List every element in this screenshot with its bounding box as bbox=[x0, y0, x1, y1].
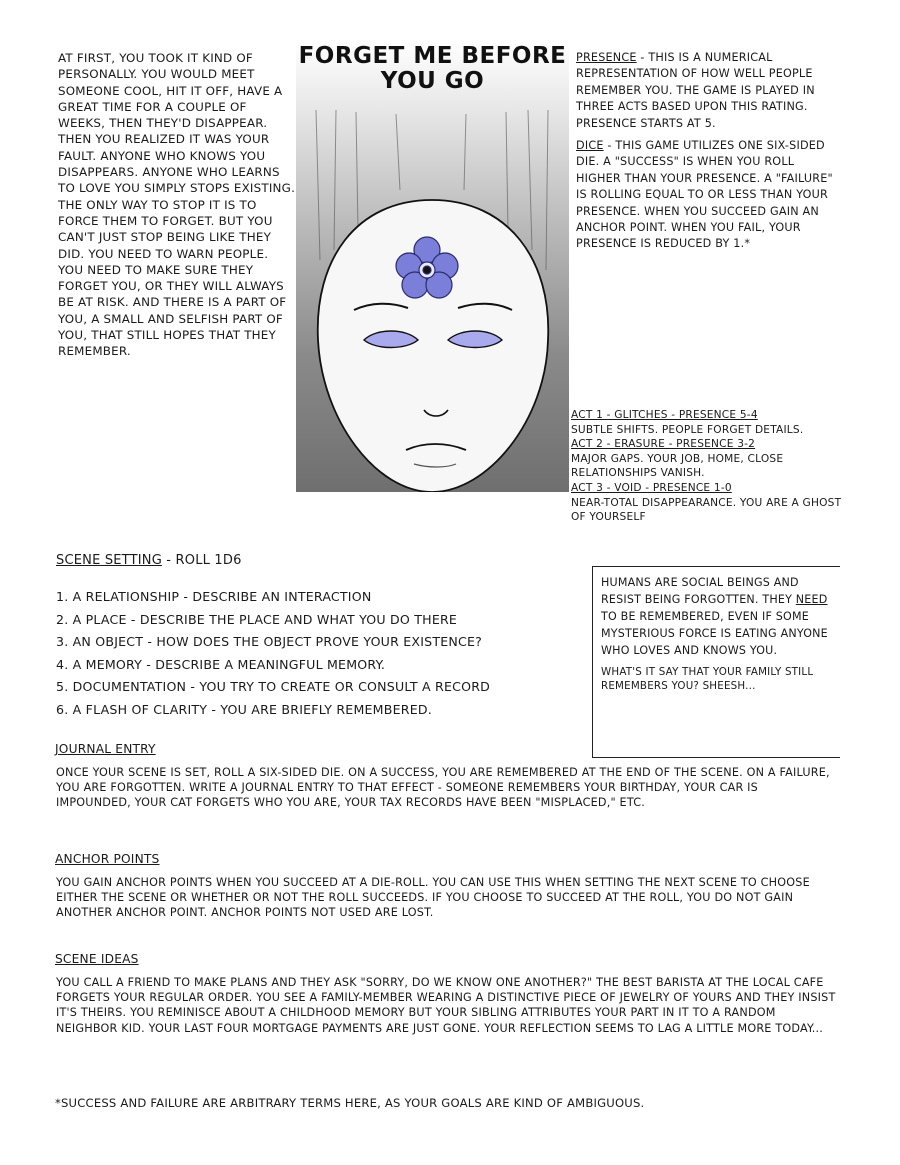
presence-rule bbox=[576, 50, 838, 132]
scene-setting-roll: - ROLL 1D6 bbox=[161, 553, 242, 568]
act-label: ACT 1 - GLITCHES - PRESENCE 5-4 bbox=[571, 409, 758, 421]
title-line-1: FORGET ME BEFORE bbox=[298, 43, 567, 69]
presence-term: PRESENCE bbox=[576, 51, 637, 64]
presence-text: - THIS IS A NUMERICAL REPRESENTATION OF HOW WELL PEOPLE REMEMBER YOU. THE GAME IS PLAYED IN THREE ACTS BASED UPON THIS RATING. PRESENCE STARTS AT 5. bbox=[576, 51, 815, 130]
sidebar-box-post: TO BE REMEMBERED, EVEN IF SOME MYSTERIOUS FORCE IS EATING ANYONE WHO LOVES AND KNOWS YOU. bbox=[601, 610, 828, 657]
sidebar-box-pre: HUMANS ARE SOCIAL BEINGS AND RESIST BEING FORGOTTEN. THEY bbox=[601, 576, 799, 606]
scene-item: 5. DOCUMENTATION - YOU TRY TO CREATE OR CONSULT A RECORD bbox=[56, 679, 491, 695]
act-1 bbox=[571, 408, 843, 437]
scene-item: 2. A PLACE - DESCRIBE THE PLACE AND WHAT YOU DO THERE bbox=[56, 611, 458, 627]
act-label: ACT 2 - ERASURE - PRESENCE 3-2 bbox=[571, 438, 756, 451]
anchor-text: YOU GAIN ANCHOR POINTS WHEN YOU SUCCEED AT A DIE-ROLL. YOU CAN USE THIS WHEN SETTING THE NEXT SCENE TO CHOOSE EITHER THE SCENE OR WHETHER OR NOT THE ROLL SUCCEEDS. IF YOU CHOOSE TO SUCCEED AT THE ROLL, YOU DO NOT GAIN ANOTHER ANCHOR POINT. ANCHOR POINTS NOT USED ARE LOST. bbox=[56, 876, 810, 920]
sidebar-box bbox=[592, 566, 840, 758]
dice-text: - THIS GAME UTILIZES ONE SIX-SIDED DIE. A "SUCCESS" IS WHEN YOU ROLL HIGHER THAN YOUR PRESENCE. A "FAILURE" IS ROLLING EQUAL TO OR LESS THAN YOUR PRESENCE. WHEN YOU SUCCEED GAIN AN ANCHOR POINT. WHEN YOU FAIL, YOUR PRESENCE IS REDUCED BY 1.* bbox=[576, 139, 833, 251]
sidebar-box-text bbox=[601, 574, 834, 659]
scene-item: 6. A FLASH OF CLARITY - YOU ARE BRIEFLY REMEMBERED. bbox=[56, 701, 432, 717]
sidebar-box-need: NEED bbox=[795, 593, 828, 606]
dice-term: DICE bbox=[576, 139, 604, 153]
scene-item: 4. A MEMORY - DESCRIBE A MEANINGFUL MEMORY. bbox=[56, 656, 386, 672]
journal-text: ONCE YOUR SCENE IS SET, ROLL A SIX-SIDED DIE. ON A SUCCESS, YOU ARE REMEMBERED AT THE END OF THE SCENE. ON A FAILURE, YOU ARE FORGOTTEN. WRITE A JOURNAL ENTRY TO THAT EFFECT - SOMEONE REMEMBERS YOUR BIRTHDAY, YOUR CAR IS IMPOUNDED, YOUR CAT FORGETS WHO YOU ARE, YOUR TAX RECORDS HAVE BEEN "MISPLACED," ETC. bbox=[56, 766, 830, 810]
act-label: ACT 3 - VOID - PRESENCE 1-0 bbox=[571, 481, 732, 494]
footnote: *SUCCESS AND FAILURE ARE ARBITRARY TERMS HERE, AS YOUR GOALS ARE KIND OF AMBIGUOUS. bbox=[55, 1096, 645, 1110]
acts-list bbox=[571, 408, 843, 525]
scene-setting-title: SCENE SETTING bbox=[56, 553, 162, 568]
act-desc: MAJOR GAPS. YOUR JOB, HOME, CLOSE RELATIONSHIPS VANISH. bbox=[571, 452, 784, 480]
game-title bbox=[296, 44, 569, 94]
act-2 bbox=[571, 437, 843, 481]
scene-item: 1. A RELATIONSHIP - DESCRIBE AN INTERACTION bbox=[56, 589, 372, 604]
cover-illustration bbox=[296, 40, 569, 492]
scene-list bbox=[56, 586, 576, 722]
act-desc: NEAR-TOTAL DISAPPEARANCE. YOU ARE A GHOST OF YOURSELF bbox=[571, 496, 842, 524]
dice-rule bbox=[576, 138, 838, 253]
ideas-heading: SCENE IDEAS bbox=[55, 952, 139, 966]
scene-setting-heading bbox=[56, 553, 242, 568]
rules-column bbox=[576, 50, 838, 259]
ideas-text: YOU CALL A FRIEND TO MAKE PLANS AND THEY ASK "SORRY, DO WE KNOW ONE ANOTHER?" THE BEST BARISTA AT THE LOCAL CAFE FORGETS YOUR REGULAR ORDER. YOU SEE A FAMILY-MEMBER WEARING A DISTINCTIVE PIECE OF JEWELRY OF YOURS AND THEY INSIST IT'S THEIRS. YOU REMINISCE ABOUT A CHILDHOOD MEMORY BUT YOUR SIBLING ATTRIBUTES YOUR PART IN IT TO A RANDOM NEIGHBOR KID. YOUR LAST FOUR MORTGAGE PAYMENTS ARE JUST GONE. YOUR REFLECTION SEEMS TO LAG A LITTLE MORE TODAY... bbox=[56, 976, 836, 1035]
title-line-2: YOU GO bbox=[380, 68, 485, 94]
sidebar-box-aside: WHAT'S IT SAY THAT YOUR FAMILY STILL REMEMBERS YOU? SHEESH... bbox=[601, 666, 814, 692]
anchor-heading: ANCHOR POINTS bbox=[55, 852, 160, 866]
scene-item: 3. AN OBJECT - HOW DOES THE OBJECT PROVE YOUR EXISTENCE? bbox=[56, 634, 483, 650]
intro-paragraph: AT FIRST, YOU TOOK IT KIND OF PERSONALLY. YOU WOULD MEET SOMEONE COOL, HIT IT OFF, HAVE A GREAT TIME FOR A COUPLE OF WEEKS, THEN THEY'D DISAPPEAR. THEN YOU REALIZED IT WAS YOUR FAULT. ANYONE WHO KNOWS YOU DISAPPEARS. ANYONE WHO LEARNS TO LOVE YOU SIMPLY STOPS EXISTING. THE ONLY WAY TO STOP IT IS TO FORCE THEM TO FORGET. BUT YOU CAN'T JUST STOP BEING LIKE THEY DID. YOU NEED TO WARN PEOPLE. YOU NEED TO MAKE SURE THEY FORGET YOU, OR THEY WILL ALWAYS BE AT RISK. AND THERE IS A PART OF YOU, A SMALL AND SELFISH PART OF YOU, THAT STILL HOPES THAT THEY REMEMBER. bbox=[58, 51, 296, 359]
journal-heading: JOURNAL ENTRY bbox=[55, 742, 156, 756]
act-desc: SUBTLE SHIFTS. PEOPLE FORGET DETAILS. bbox=[571, 423, 804, 436]
act-3 bbox=[571, 481, 843, 525]
face-drawing bbox=[296, 40, 569, 492]
